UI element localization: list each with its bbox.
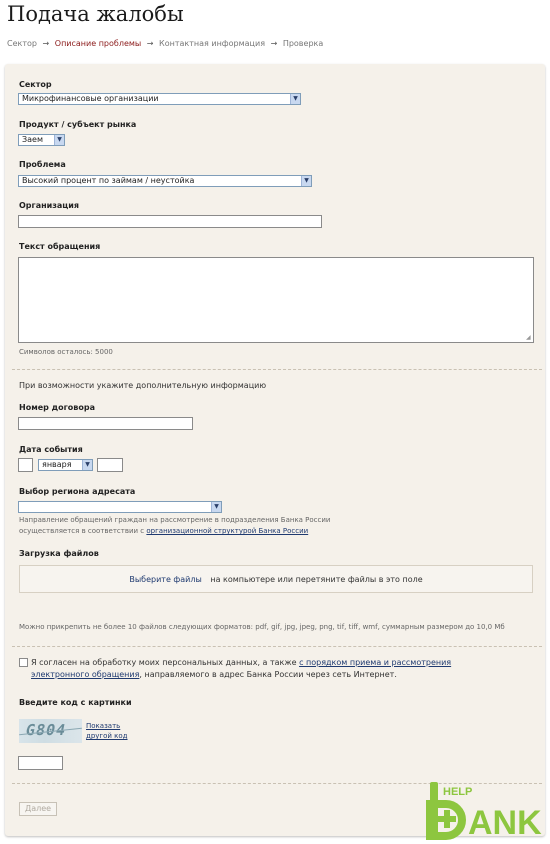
breadcrumb [7, 39, 323, 48]
captcha-input[interactable] [18, 756, 63, 770]
region-label: Выбор региона адресата [19, 487, 136, 496]
next-button[interactable]: Далее [19, 802, 57, 816]
breadcrumb-step-review: Проверка [282, 39, 324, 48]
message-label: Текст обращения [19, 242, 101, 251]
consent-text-prefix: Я согласен на обработку моих персональных данных, а также [31, 658, 297, 667]
region-hint-prefix: осуществляется в соответствии с [19, 527, 145, 535]
chevron-down-icon: ▼ [290, 94, 300, 104]
sector-select[interactable] [18, 93, 301, 105]
org-structure-link[interactable]: организационной структурой Банка России [146, 527, 309, 535]
captcha-refresh-link[interactable] [86, 721, 128, 741]
files-format-hint: Можно прикрепить не более 10 файлов следующих форматов: pdf, gif, jpg, jpeg, png, tif, tiff, wmf, суммарным размером до 10,0 Мб [19, 623, 505, 631]
file-drop-zone[interactable] [19, 565, 533, 593]
character-counter: Символов осталось: 5000 [19, 348, 113, 356]
drop-zone-text: на компьютере или перетяните файлы в это поле [210, 575, 423, 584]
captcha-refresh-line1: Показать [86, 722, 121, 730]
captcha-label: Введите код с картинки [19, 698, 132, 707]
captcha-image [19, 719, 82, 743]
chevron-down-icon: ▼ [82, 460, 92, 470]
product-label: Продукт / субъект рынка [19, 120, 137, 129]
event-year-input[interactable] [97, 458, 123, 472]
message-textarea[interactable] [18, 257, 534, 343]
sector-label: Сектор [19, 80, 52, 89]
product-select[interactable] [18, 134, 65, 146]
section-divider [12, 646, 542, 647]
breadcrumb-step-problem: Описание проблемы [54, 39, 142, 48]
breadcrumb-arrow-icon: → [42, 39, 50, 48]
captcha-refresh-line2: другой код [86, 732, 128, 740]
sector-select-value: Микрофинансовые организации [22, 94, 159, 103]
files-label: Загрузка файлов [19, 549, 99, 558]
problem-select[interactable] [18, 175, 312, 187]
contract-number-label: Номер договора [19, 403, 95, 412]
breadcrumb-arrow-icon: → [146, 39, 154, 48]
problem-label: Проблема [19, 160, 66, 169]
event-date-label: Дата события [19, 445, 83, 454]
logo-cross-v [444, 810, 450, 828]
breadcrumb-step-contacts: Контактная информация [159, 39, 266, 48]
organization-label: Организация [19, 201, 79, 210]
breadcrumb-step-sector[interactable]: Сектор [7, 39, 37, 48]
captcha-image-text: G804 [24, 721, 69, 739]
event-month-value: января [42, 460, 72, 469]
chevron-down-icon: ▼ [211, 502, 221, 512]
helpbank-watermark-logo [426, 780, 548, 840]
event-day-input[interactable] [18, 458, 33, 472]
page-title: Подача жалобы [7, 2, 184, 26]
region-hint-line2 [19, 527, 308, 535]
region-select[interactable] [18, 501, 222, 513]
region-hint-line1: Направление обращений граждан на рассмотрение в подразделения Банка России [19, 516, 331, 524]
product-select-value: Заем [22, 135, 43, 144]
consent-text [31, 657, 501, 681]
event-month-select[interactable] [38, 459, 93, 471]
additional-info-hint: При возможности укажите дополнительную информацию [19, 381, 267, 390]
contract-number-input[interactable] [18, 417, 193, 430]
logo-help-text: HELP [443, 786, 473, 798]
consent-rules-link[interactable]: с порядком приема и рассмотрения электронного обращения [31, 658, 452, 679]
choose-files-link[interactable]: Выберите файлы [129, 575, 202, 584]
problem-select-value: Высокий процент по займам / неустойка [22, 176, 195, 185]
organization-input[interactable] [18, 215, 322, 228]
breadcrumb-arrow-icon: → [270, 39, 278, 48]
chevron-down-icon: ▼ [301, 176, 311, 186]
logo-brand-text: ANK [468, 804, 542, 840]
section-divider [12, 369, 542, 370]
consent-checkbox[interactable] [19, 658, 28, 667]
consent-text-suffix: , направляемого в адрес Банка России через сеть Интернет. [139, 670, 397, 679]
resize-grip-icon[interactable]: ◢ [526, 334, 531, 341]
chevron-down-icon: ▼ [54, 135, 64, 145]
